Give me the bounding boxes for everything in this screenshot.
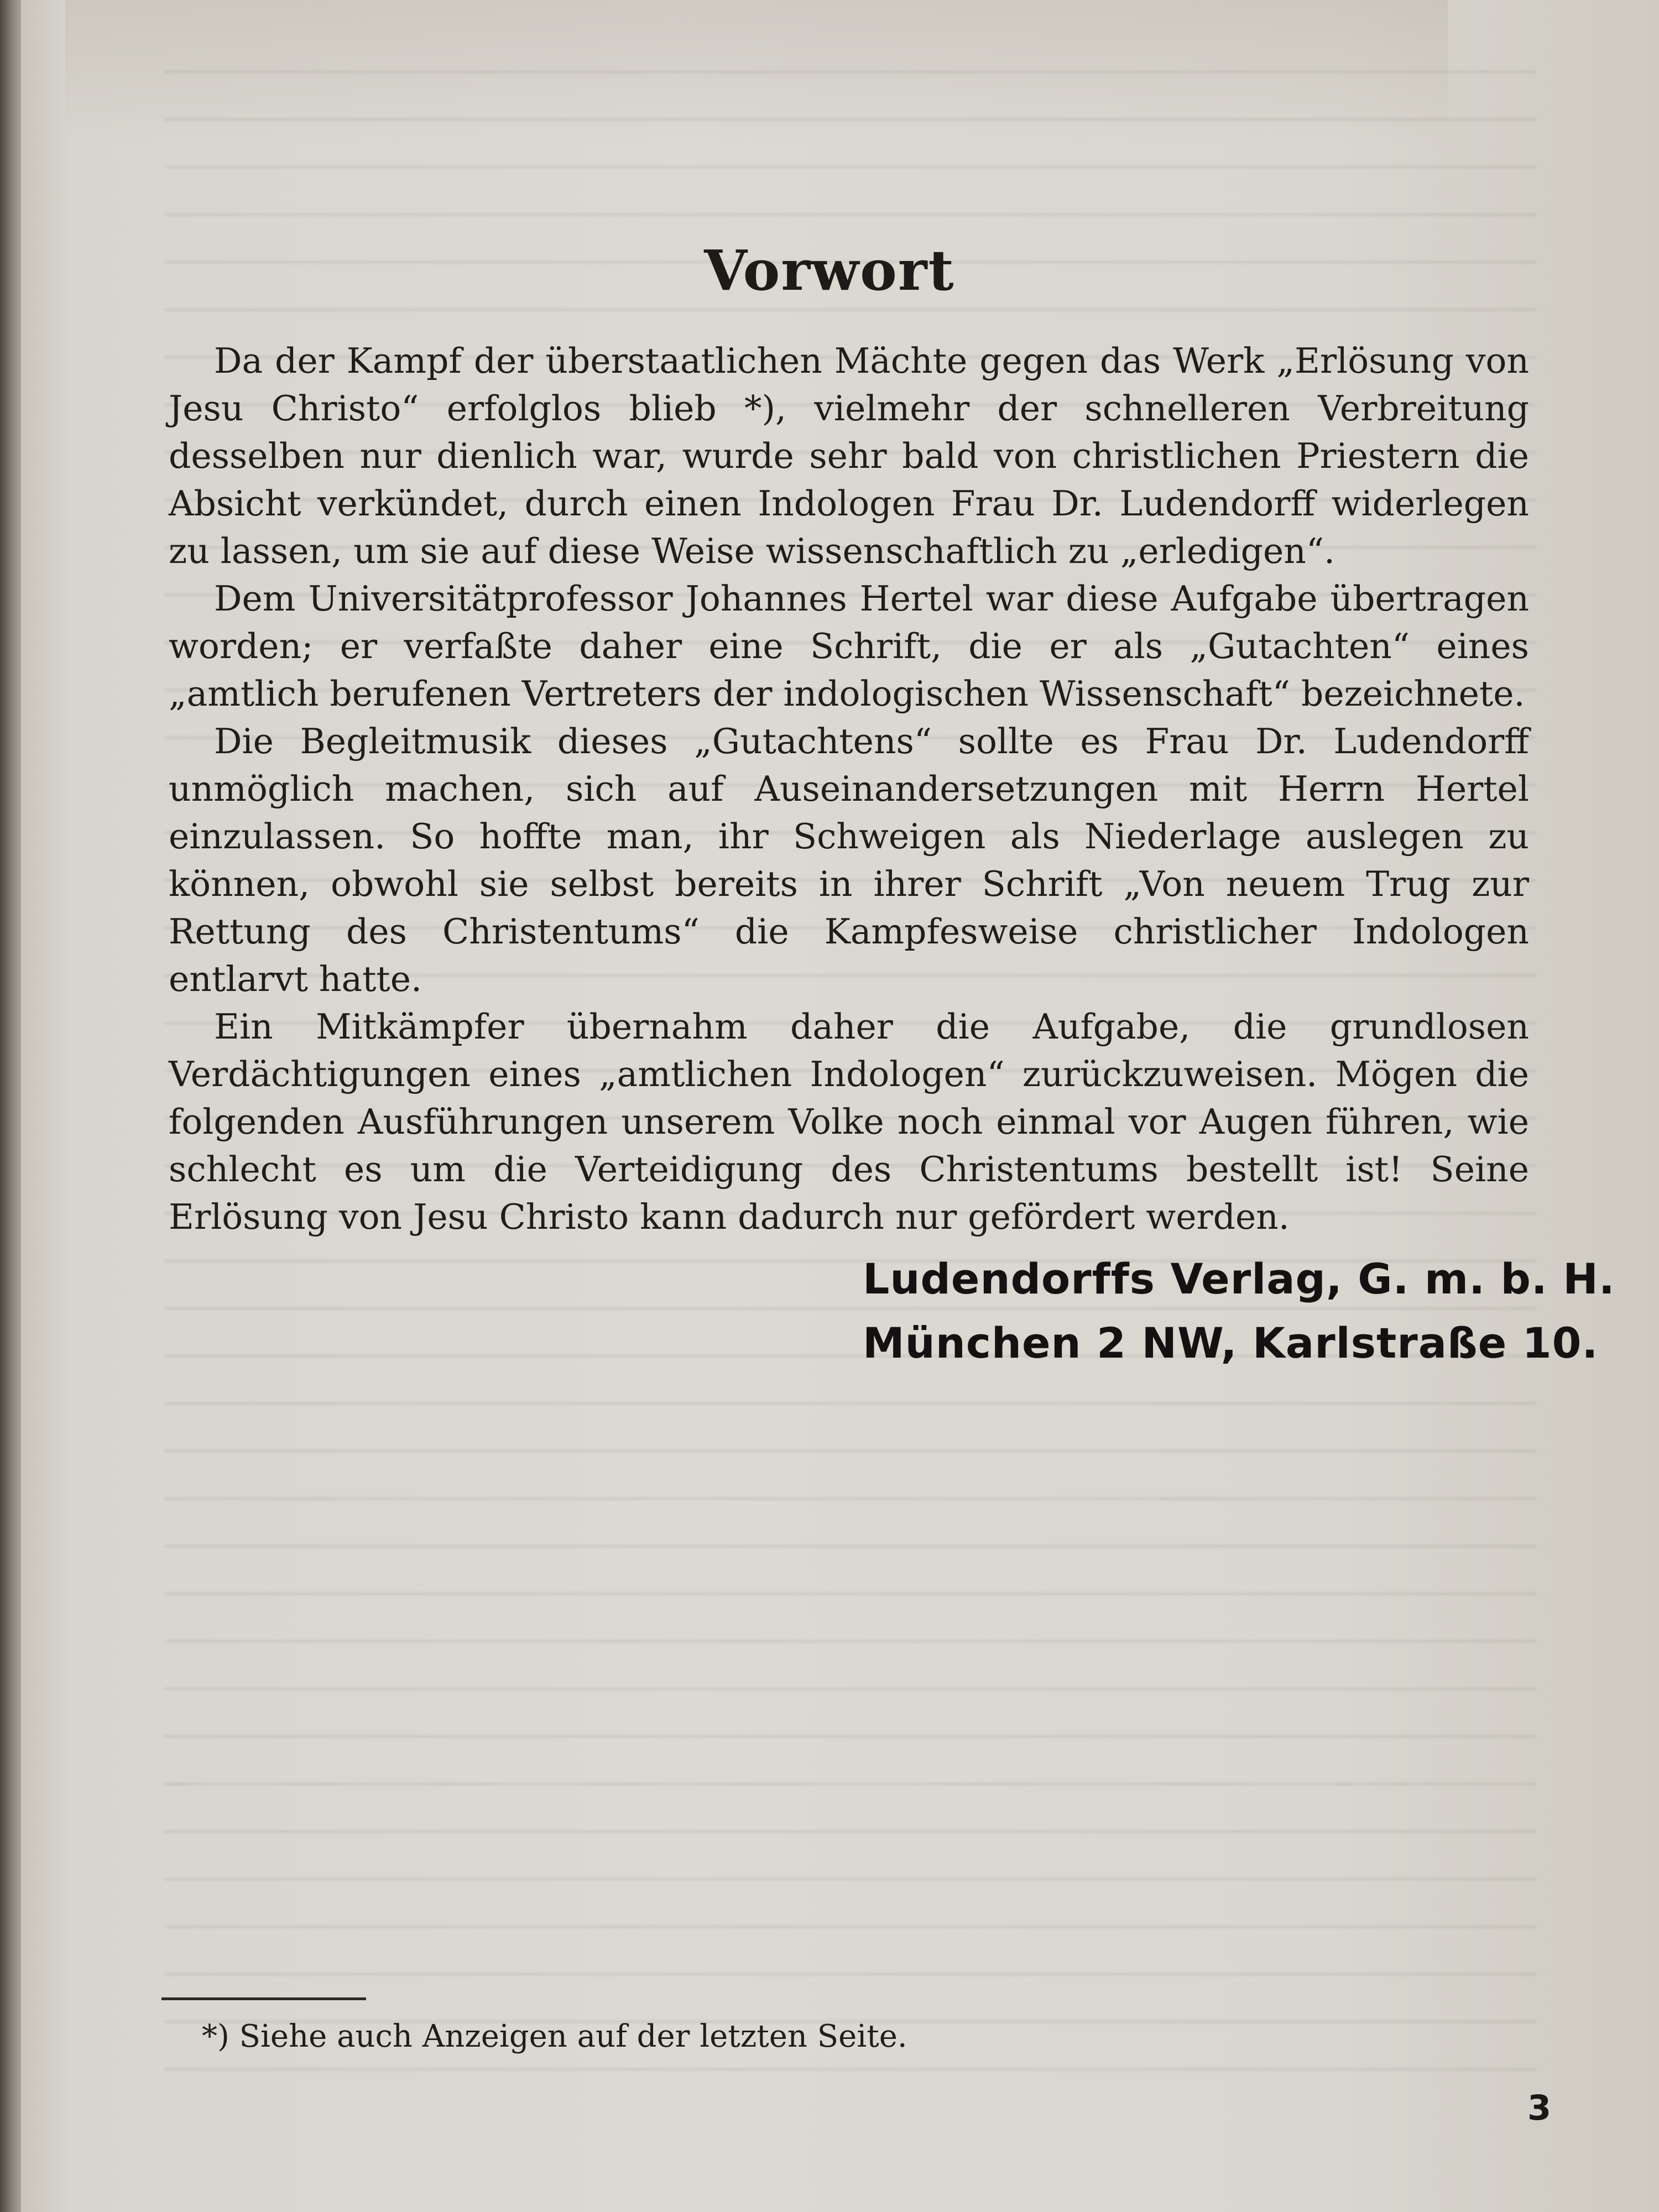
page-number: 3 [1527, 2088, 1552, 2128]
publisher-address: München 2 NW, Karlstraße 10. [863, 1318, 1599, 1368]
footnote: *) Siehe auch Anzeigen auf der letzten Seite. [202, 2018, 907, 2054]
publisher-name: Ludendorffs Verlag, G. m. b. H. [863, 1254, 1615, 1303]
foreword-body [169, 337, 1529, 1241]
publisher-signature [863, 1247, 1615, 1375]
paragraph-2: Dem Universitätprofessor Johannes Hertel war diese Aufgabe übertragen worden; er verfaßte daher eine Schrift, die er als „Gutachten“ eines „amtlich berufenen Vertreters der indologischen Wissenschaft“ bezeichnete. [169, 578, 1529, 714]
page-title: Vorwort [704, 238, 955, 303]
paragraph-1: Da der Kampf der überstaatlichen Mächte gegen das Werk „Erlösung von Jesu Christo“ erfolglos blieb *), vielmehr der schnelleren Verbreitung desselben nur dienlich war, wurde sehr bald von christlichen Priestern die Absicht verkündet, durch einen Indologen Frau Dr. Ludendorff widerlegen zu lassen, um sie auf diese Weise wissenschaftlich zu „erledigen“. [169, 341, 1529, 571]
paragraph-4: Ein Mitkämpfer übernahm daher die Aufgabe, die grundlosen Verdächtigungen eines „amtlichen Indologen“ zurückzuweisen. Mögen die folgenden Ausführungen unserem Volke noch einmal vor Augen führen, wie schlecht es um die Verteidigung des Christentums bestellt ist! Seine Erlösung von Jesu Christo kann dadurch nur gefördert werden. [169, 1006, 1529, 1237]
footnote-divider [161, 1997, 366, 2000]
paragraph-3: Die Begleitmusik dieses „Gutachtens“ sollte es Frau Dr. Ludendorff unmöglich machen, sich auf Auseinandersetzungen mit Herrn Hertel einzulassen. So hoffte man, ihr Schweigen als Niederlage auslegen zu können, obwohl sie selbst bereits in ihrer Schrift „Von neuem Trug zur Rettung des Christentums“ die Kampfesweise christlicher Indologen entlarvt hatte. [169, 721, 1529, 999]
book-gutter [0, 0, 21, 2212]
